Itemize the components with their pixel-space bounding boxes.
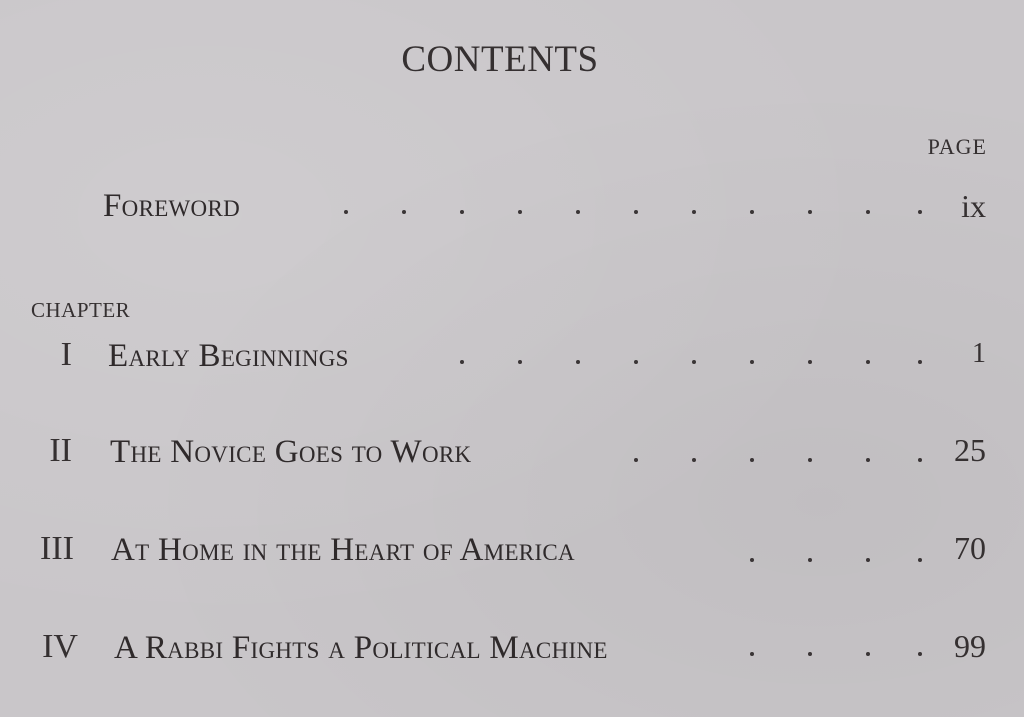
toc-entry-foreword[interactable] (0, 188, 1024, 238)
leader-dot (808, 652, 812, 656)
toc-entry-page: ix (961, 188, 986, 224)
toc-entry-page: 1 (972, 338, 986, 369)
leader-dot (808, 558, 812, 562)
toc-entry-chapter-4[interactable] (0, 628, 1024, 678)
leader-dot (460, 210, 464, 214)
toc-entry-title: The Novice Goes to Work (110, 434, 472, 470)
leader-dot (692, 458, 696, 462)
leader-dot (808, 360, 812, 364)
leader-dot (344, 210, 348, 214)
leader-dot (866, 558, 870, 562)
leader-dot (866, 458, 870, 462)
leader-dot (634, 458, 638, 462)
leader-dot (634, 210, 638, 214)
toc-entry-chapter-1[interactable] (0, 336, 1024, 386)
toc-entry-page: 99 (954, 628, 986, 664)
leader-dot (460, 360, 464, 364)
leader-dot (918, 652, 922, 656)
page-title: CONTENTS (401, 39, 599, 80)
chapter-numeral: I (60, 336, 72, 373)
leader-dot (918, 210, 922, 214)
chapter-numeral: III (40, 530, 74, 567)
dot-leader (340, 188, 930, 228)
page-column-label: PAGE (927, 134, 987, 159)
dot-leader (455, 336, 935, 376)
leader-dot (692, 360, 696, 364)
leader-dot (918, 558, 922, 562)
leader-dot (918, 458, 922, 462)
leader-dot (576, 360, 580, 364)
leader-dot (576, 210, 580, 214)
dot-leader (745, 628, 935, 668)
toc-entry-chapter-3[interactable] (0, 530, 1024, 580)
dot-leader (630, 432, 930, 472)
toc-entry-title: At Home in the Heart of America (111, 532, 575, 568)
chapter-numeral: IV (42, 628, 78, 665)
leader-dot (518, 210, 522, 214)
toc-entry-page: 70 (954, 530, 986, 566)
leader-dot (918, 360, 922, 364)
leader-dot (692, 210, 696, 214)
leader-dot (750, 652, 754, 656)
leader-dot (866, 652, 870, 656)
chapter-column-label: CHAPTER (31, 298, 131, 322)
toc-entry-page: 25 (954, 432, 986, 468)
toc-entry-title: Foreword (103, 188, 241, 224)
leader-dot (634, 360, 638, 364)
leader-dot (866, 360, 870, 364)
leader-dot (518, 360, 522, 364)
leader-dot (402, 210, 406, 214)
toc-entry-title: Early Beginnings (108, 338, 349, 374)
leader-dot (750, 558, 754, 562)
leader-dot (808, 458, 812, 462)
leader-dot (866, 210, 870, 214)
dot-leader (745, 530, 935, 570)
chapter-numeral: II (49, 432, 72, 469)
leader-dot (750, 210, 754, 214)
toc-entry-title: A Rabbi Fights a Political Machine (114, 630, 608, 666)
leader-dot (750, 360, 754, 364)
leader-dot (808, 210, 812, 214)
toc-entry-chapter-2[interactable] (0, 432, 1024, 482)
leader-dot (750, 458, 754, 462)
